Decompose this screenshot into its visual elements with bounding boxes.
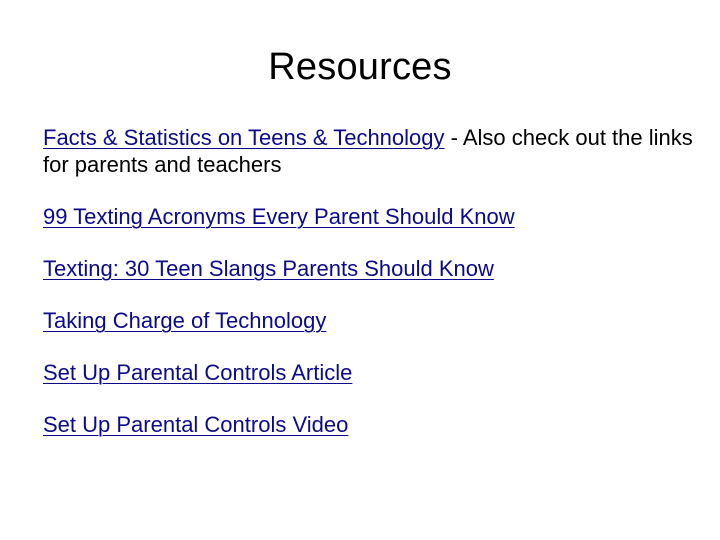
resource-item xyxy=(43,411,693,438)
texting-acronyms-link[interactable]: 99 Texting Acronyms Every Parent Should Know xyxy=(43,204,515,229)
resource-item xyxy=(43,255,693,282)
resource-item xyxy=(43,359,693,386)
teen-slangs-link[interactable]: Texting: 30 Teen Slangs Parents Should Know xyxy=(43,256,494,281)
resource-item xyxy=(43,203,693,230)
resource-item xyxy=(43,307,693,334)
resource-list xyxy=(43,124,693,463)
facts-statistics-link[interactable]: Facts & Statistics on Teens & Technology xyxy=(43,125,445,150)
parental-controls-article-link[interactable]: Set Up Parental Controls Article xyxy=(43,360,353,385)
parental-controls-video-link[interactable]: Set Up Parental Controls Video xyxy=(43,412,349,437)
resource-item-note: - Also check out the links for parents and teachers xyxy=(43,125,693,177)
taking-charge-link[interactable]: Taking Charge of Technology xyxy=(43,308,327,333)
slide-title: Resources xyxy=(268,46,452,88)
resource-item xyxy=(43,124,693,178)
